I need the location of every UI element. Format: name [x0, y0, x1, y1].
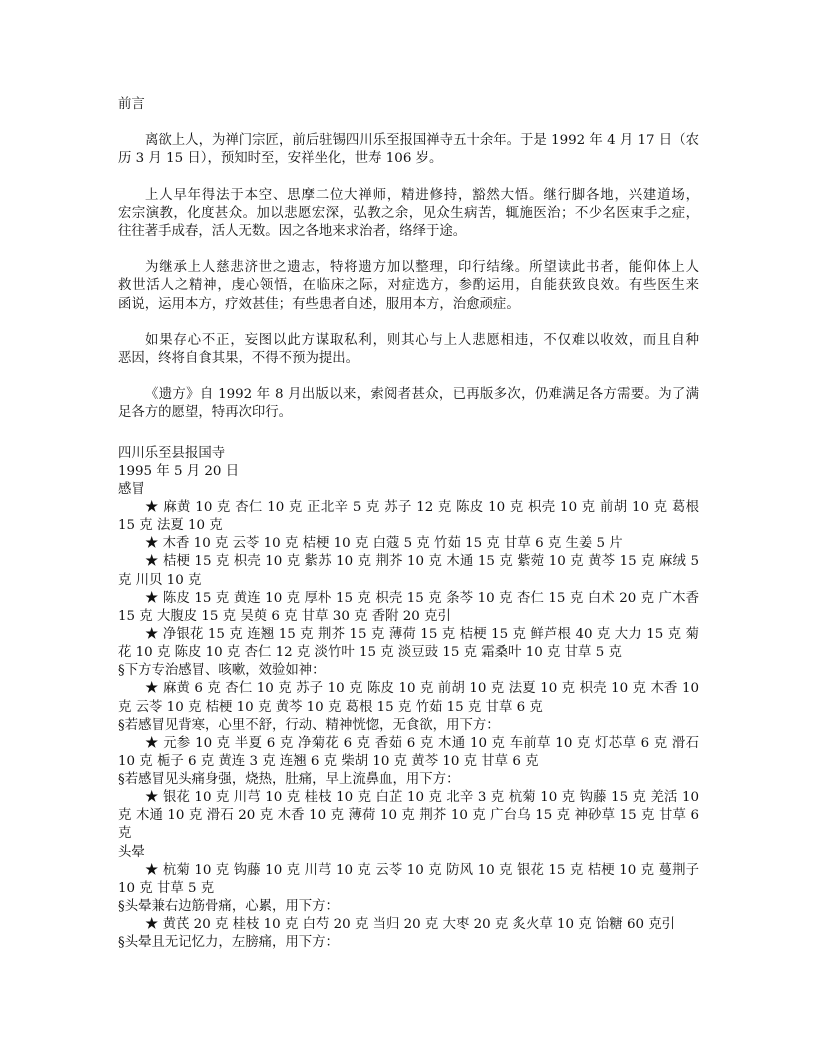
- prescription-item: [118, 626, 699, 662]
- prescription-item: [118, 789, 699, 843]
- text-line: 15 克 大腹皮 15 克 吴萸 6 克 甘草 30 克 香附 20 克引: [118, 608, 451, 624]
- prescription-item: [118, 499, 699, 535]
- text-line: 离欲上人，为禅门宗匠，前后驻锡四川乐至报国禅寺五十余年。于是 1992 年 4 月 17 日（农: [145, 133, 699, 149]
- text-line: ★ 麻黄 6 克 杏仁 10 克 苏子 10 克 陈皮 10 克 前胡 10 克 法夏 10 克 枳壳 10 克 木香 10: [145, 681, 699, 697]
- document-page: [118, 96, 699, 952]
- text-line: 《遗方》自 1992 年 8 月出版以来，索阅者甚众，已再版多次，仍难满足各方需要。为了满: [145, 387, 699, 403]
- text-line: 宏宗演教，化度甚众。加以悲愿宏深，弘教之余，见众生病苦，辄施医治；不少名医束手之症，: [118, 205, 699, 221]
- text-line: 克 云苓 10 克 桔梗 10 克 黄芩 10 克 葛根 15 克 竹茹 15 克 甘草 6 克: [118, 699, 543, 715]
- text-line: ★ 净银花 15 克 连翘 15 克 荆芥 15 克 薄荷 15 克 桔梗 15 克 鲜芦根 40 克 大力 15 克 菊: [145, 626, 699, 642]
- heading: [118, 463, 699, 481]
- text-line: 克 木通 10 克 滑石 20 克 木香 10 克 薄荷 10 克 荆芥 10 克 广台乌 15 克 神砂草 15 克 甘草 6: [118, 808, 699, 824]
- paragraph: [118, 332, 699, 368]
- heading: [118, 96, 699, 114]
- spacer: [118, 423, 699, 445]
- prescription-item: [118, 916, 699, 934]
- text-line: 前言: [118, 97, 145, 112]
- text-line: 四川乐至县报国寺: [118, 445, 226, 461]
- note: [118, 898, 699, 916]
- heading: [118, 445, 699, 463]
- text-line: 恶因，终将自食其果，不得不预为提出。: [118, 350, 360, 366]
- text-line: 为继承上人慈悲济世之遗志，特将遗方加以整理，印行结缘。所望读此书者，能仰体上人: [145, 260, 699, 276]
- text-line: §若感冒见头痛身强，烧热，肚痛，早上流鼻血，用下方：: [118, 772, 460, 788]
- text-line: ★ 桔梗 15 克 枳壳 10 克 紫苏 10 克 荆芥 10 克 木通 15 克 紫菀 10 克 黄芩 15 克 麻绒 5: [145, 554, 699, 570]
- text-line: 头晕: [118, 844, 145, 860]
- text-line: 1995 年 5 月 20 日: [118, 463, 240, 479]
- text-line: ★ 银花 10 克 川芎 10 克 桂枝 10 克 白芷 10 克 北辛 3 克 杭菊 10 克 钩藤 15 克 羌活 10: [145, 790, 699, 806]
- text-line: §下方专治感冒、咳嗽，效验如神：: [118, 663, 326, 679]
- text-line: 10 克 甘草 5 克: [118, 880, 215, 896]
- text-line: ★ 陈皮 15 克 黄连 10 克 厚朴 15 克 枳壳 15 克 条芩 10 克 杏仁 15 克 白术 20 克 广木香: [145, 590, 699, 606]
- prescription-item: [118, 590, 699, 626]
- prescription-item: [118, 735, 699, 771]
- note: [118, 934, 699, 952]
- text-line: 10 克 栀子 6 克 黄连 3 克 连翘 6 克 柴胡 10 克 黄芩 10 克 甘草 6 克: [118, 753, 539, 769]
- spacer: [118, 314, 699, 332]
- paragraph: [118, 187, 699, 241]
- text-line: 足各方的愿望，特再次印行。: [118, 405, 293, 421]
- text-line: 如果存心不正，妄图以此方谋取私利，则其心与上人悲愿相违，不仅难以收效，而且自种: [145, 332, 699, 348]
- text-line: 上人早年得法于本空、思摩二位大禅师，精进修持，豁然大悟。继行脚各地，兴建道场，: [145, 187, 699, 203]
- text-line: 克: [118, 826, 132, 842]
- text-line: ★ 木香 10 克 云苓 10 克 桔梗 10 克 白蔻 5 克 竹茹 15 克 甘草 6 克 生姜 5 片: [145, 536, 623, 552]
- prescription-item: [118, 680, 699, 716]
- spacer: [118, 169, 699, 187]
- spacer: [118, 368, 699, 386]
- text-line: ★ 元参 10 克 半夏 6 克 净菊花 6 克 香茹 6 克 木通 10 克 车前草 10 克 灯芯草 6 克 滑石: [145, 735, 699, 751]
- paragraph: [118, 386, 699, 422]
- text-line: 克 川贝 10 克: [118, 572, 202, 588]
- text-line: §若感冒见背寒，心里不舒，行动、精神恍惚，无食欲，用下方：: [118, 717, 500, 733]
- note: [118, 662, 699, 680]
- section-title: [118, 481, 699, 499]
- text-line: ★ 黄芪 20 克 桂枝 10 克 白芍 20 克 当归 20 克 大枣 20 克 炙火草 10 克 饴糖 60 克引: [145, 917, 676, 933]
- spacer: [118, 114, 699, 132]
- text-line: ★ 麻黄 10 克 杏仁 10 克 正北辛 5 克 苏子 12 克 陈皮 10 克 枳壳 10 克 前胡 10 克 葛根: [145, 499, 699, 515]
- paragraph: [118, 132, 699, 168]
- spacer: [118, 241, 699, 259]
- paragraph: [118, 259, 699, 313]
- text-line: 救世活人之精神，虔心领悟，在临床之际，对症选方，参酌运用，自能获致良效。有些医生来: [118, 278, 699, 294]
- text-line: 花 10 克 陈皮 10 克 杏仁 12 克 淡竹叶 15 克 淡豆豉 15 克 霜桑叶 10 克 甘草 5 克: [118, 645, 622, 661]
- prescription-item: [118, 535, 699, 553]
- prescription-item: [118, 862, 699, 898]
- text-line: §头晕且无记忆力，左膀痛，用下方：: [118, 935, 339, 951]
- text-line: 15 克 法夏 10 克: [118, 518, 223, 534]
- text-line: §头晕兼右边筋骨痛，心累，用下方：: [118, 899, 339, 915]
- text-line: ★ 杭菊 10 克 钩藤 10 克 川芎 10 克 云苓 10 克 防风 10 克 银花 15 克 桔梗 10 克 蔓荆子: [145, 862, 699, 878]
- text-line: 感冒: [118, 481, 145, 497]
- note: [118, 771, 699, 789]
- section-title: [118, 844, 699, 862]
- text-line: 历 3 月 15 日），预知时至，安祥坐化，世寿 106 岁。: [118, 151, 443, 167]
- text-line: 往往著手成春，活人无数。因之各地来求治者，络绎于途。: [118, 223, 467, 239]
- prescription-item: [118, 553, 699, 589]
- note: [118, 717, 699, 735]
- text-line: 函说，运用本方，疗效甚佳；有些患者自述，服用本方，治愈顽症。: [118, 296, 520, 312]
